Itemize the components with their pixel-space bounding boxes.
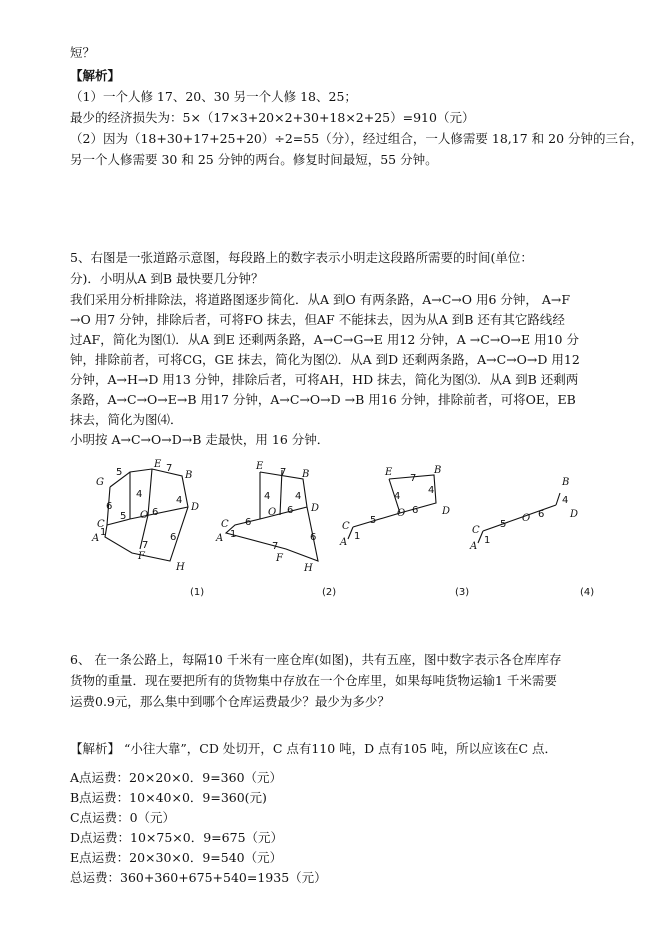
point-label-A: A — [470, 541, 478, 552]
weight: 1 — [354, 531, 361, 542]
weight: 1 — [230, 529, 237, 540]
weight: 1 — [484, 535, 491, 546]
line-4: （2）因为（18+30+17+25+20）÷2=55（分），经过组合，一人修需要 18,17 和 20 分钟的三台， — [70, 131, 644, 146]
point-label-C: C — [221, 519, 229, 530]
line-5: 另一个人修需要 30 和 25 分钟的两台。修复时间最短，55 分钟。 — [70, 152, 438, 167]
weight: 5 — [120, 511, 127, 522]
caption-1: (1) — [190, 587, 205, 598]
weight: 6 — [538, 509, 545, 520]
point-label-O: O — [397, 508, 406, 519]
line-2: （1）一个人修 17、20、30 另一个人修 18、25； — [70, 89, 357, 104]
point-label-A: A — [216, 533, 224, 544]
solution-line-3: 过AF，简化为图⑴．从A 到E 还剩两条路，A→C→G→E 用12 分钟，A →C→O→E 用10 分 — [70, 332, 579, 347]
weight: 5 — [370, 515, 377, 526]
weight: 7 — [272, 541, 279, 552]
road-diagrams-svg — [70, 455, 610, 605]
cost-b: B点运费：10×40×0．9=360(元) — [70, 790, 267, 805]
solution-line-6: 条路，A→C→O→E→B 用17 分钟，A→C→O→D →B 用16 分钟，排除前者，可将OE，EB — [70, 392, 576, 407]
point-label-D: D — [191, 502, 200, 513]
point-label-O: O — [522, 513, 531, 524]
figure-3 — [339, 465, 469, 598]
weight: 4 — [176, 495, 183, 506]
figure-1 — [91, 459, 204, 598]
point-label-D: D — [311, 503, 320, 514]
cost-c: C点运费：0（元） — [70, 810, 176, 825]
point-label-C: C — [97, 519, 105, 530]
weight: 6 — [310, 532, 317, 543]
cost-e: E点运费：20×30×0．9=540（元） — [70, 850, 283, 865]
weight: 1 — [100, 527, 107, 538]
point-label-C: C — [472, 525, 480, 536]
solution-line-1: 我们采用分析排除法，将道路图逐步简化．从A 到O 有两条路，A→C→O 用6 分钟， A→F — [70, 292, 571, 307]
weight: 4 — [295, 491, 302, 502]
weight: 5 — [116, 467, 123, 478]
point-label-F: F — [138, 551, 145, 562]
weight: 7 — [410, 473, 417, 484]
point-label-E: E — [154, 459, 162, 470]
solution-line-2: →O 用7 分钟，排除后者，可将FO 抹去，但AF 不能抹去，因为从A 到B 还有其它路线经 — [70, 312, 565, 327]
solution-conclusion: 小明按 A→C→O→D→B 走最快，用 16 分钟． — [70, 432, 330, 447]
weight: 6 — [245, 517, 252, 528]
point-label-A: A — [340, 537, 348, 548]
point-label-B: B — [185, 470, 193, 481]
weight: 7 — [280, 467, 287, 478]
weight: 4 — [562, 495, 569, 506]
weight: 6 — [152, 507, 159, 518]
point-label-A: A — [92, 533, 100, 544]
cost-a: A点运费：20×20×0．9=360（元） — [70, 770, 283, 785]
point-label-H: H — [304, 563, 313, 574]
weight: 7 — [166, 463, 173, 474]
analysis-heading-2: 【解析】 “小往大靠”，CD 处切开，C 点有110 吨，D 点有105 吨，所以应该在C 点． — [70, 741, 558, 756]
weight: 4 — [136, 489, 143, 500]
point-label-O: O — [140, 510, 149, 521]
problem-6-line-2: 货物的重量．现在要把所有的货物集中存放在一个仓库里，如果每吨货物运输1 千米需要 — [70, 673, 557, 688]
total-cost: 总运费：360+360+675+540=1935（元） — [70, 870, 327, 885]
solution-line-5: 分钟，A→H→D 用13 分钟，排除后者，可将AH，HD 抹去，简化为图⑶．从A 到B 还剩两 — [70, 372, 579, 387]
figure-2 — [215, 461, 336, 598]
point-label-E: E — [256, 461, 264, 472]
solution-line-4: 钟，排除前者，可将CG，GE 抹去，简化为图⑵．从A 到D 还剩两条路，A→C→O→D 用12 — [70, 352, 580, 367]
weight: 4 — [394, 491, 401, 502]
caption-2: (2) — [322, 587, 337, 598]
analysis-heading-1: 【解析】 — [70, 68, 121, 83]
caption-4: (4) — [580, 587, 595, 598]
weight: 6 — [287, 505, 294, 516]
point-label-G: G — [96, 477, 104, 488]
weight: 6 — [412, 505, 419, 516]
problem-5-line-1: 5、右图是一张道路示意图，每段路上的数字表示小明走这段路所需要的时间(单位： — [70, 250, 533, 265]
point-label-B: B — [434, 465, 442, 476]
road-diagrams — [70, 455, 610, 605]
problem-6-line-1: 6、 在一条公路上，每隔10 千米有一座仓库(如图)，共有五座，图中数字表示各仓库库存 — [70, 652, 562, 667]
weight: 5 — [500, 519, 507, 530]
weight: 6 — [170, 532, 177, 543]
weight: 4 — [428, 485, 435, 496]
point-label-O: O — [268, 507, 277, 518]
caption-3: (3) — [455, 587, 470, 598]
solution-line-7: 抹去，简化为图⑷． — [70, 412, 183, 427]
point-label-B: B — [302, 469, 310, 480]
figure-4 — [469, 477, 594, 598]
point-label-H: H — [176, 562, 185, 573]
point-label-D: D — [442, 506, 451, 517]
line-0: 短？ — [70, 45, 96, 60]
point-label-F: F — [276, 553, 283, 564]
point-label-C: C — [342, 521, 350, 532]
point-label-E: E — [385, 467, 393, 478]
cost-d: D点运费：10×75×0．9=675（元） — [70, 830, 284, 845]
weight: 4 — [264, 491, 271, 502]
point-label-D: D — [570, 509, 579, 520]
problem-6-line-3: 运费0.9元，那么集中到哪个仓库运费最少？最少为多少？ — [70, 694, 390, 709]
line-3: 最少的经济损失为：5×（17×3+20×2+30+18×2+25）=910（元） — [70, 110, 475, 125]
weight: 6 — [106, 501, 113, 512]
point-label-B: B — [562, 477, 570, 488]
problem-5-line-2: 分)．小明从A 到B 最快要几分钟？ — [70, 271, 264, 286]
weight: 7 — [142, 540, 149, 551]
